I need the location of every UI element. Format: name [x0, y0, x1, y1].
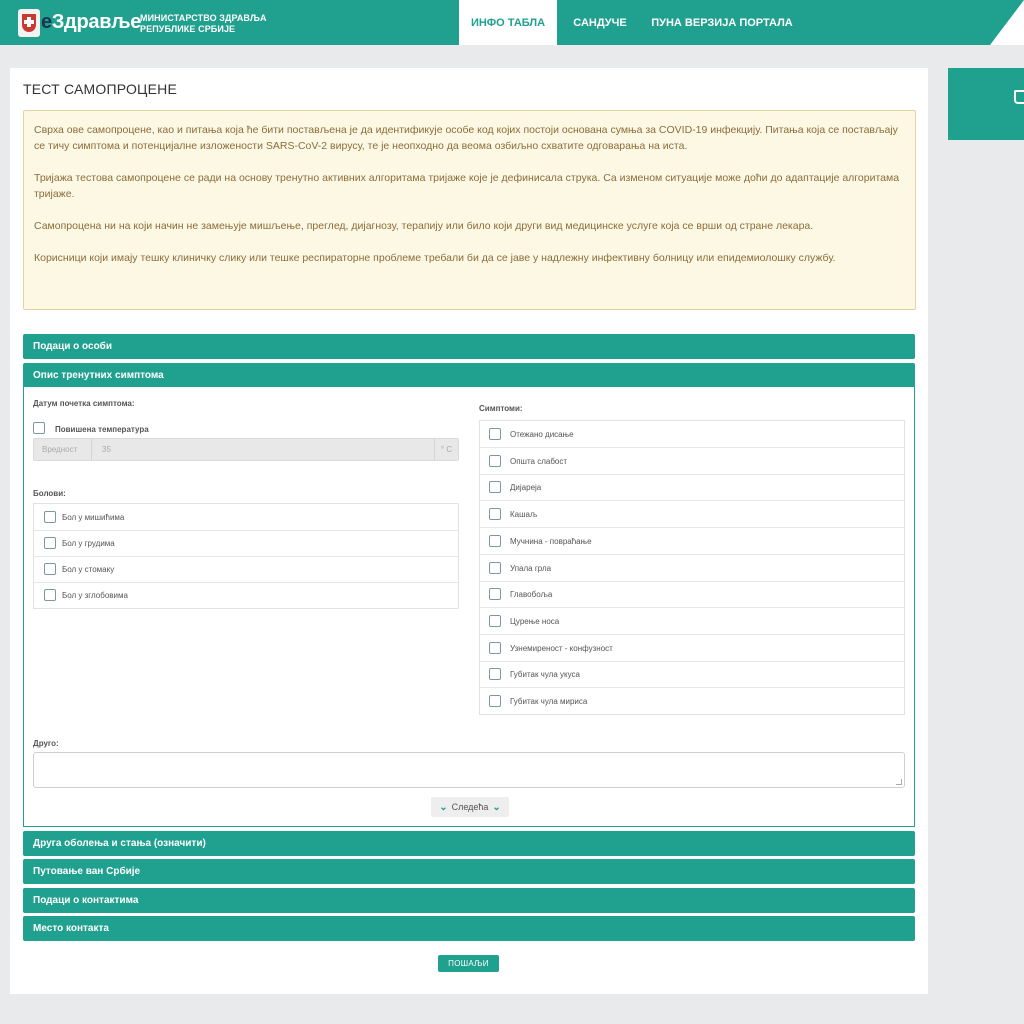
symptom-checkbox[interactable]: [489, 455, 501, 467]
list-item[interactable]: [480, 448, 904, 475]
section-travel[interactable]: Путовање ван Србије: [23, 859, 915, 884]
ministry-line-1: МИНИСТАРСТВО ЗДРАВЉА: [140, 13, 267, 23]
symptom-label: Узнемиреност - конфузност: [510, 643, 613, 653]
pain-label: Бол у грудима: [62, 539, 115, 548]
info-alert: [23, 110, 916, 310]
symptoms-list: [479, 420, 905, 715]
list-item[interactable]: [34, 530, 458, 557]
symptoms-label: Симптоми:: [479, 404, 523, 413]
symptom-checkbox[interactable]: [489, 642, 501, 654]
info-paragraph: Самопроцена ни на који начин не замењује мишљење, преглед, дијагнозу, терапију или било који други вид медицинске услуге која се врши од стране лекара.: [34, 220, 814, 232]
list-item[interactable]: [480, 688, 904, 715]
nav-info-board[interactable]: ИНФО ТАБЛА: [459, 0, 557, 45]
pain-checkbox[interactable]: [44, 511, 56, 523]
pain-checkbox[interactable]: [44, 537, 56, 549]
symptom-label: Главобоља: [510, 590, 553, 600]
symptom-checkbox[interactable]: [489, 562, 501, 574]
list-item[interactable]: [480, 555, 904, 582]
symptom-label: Упала грла: [510, 563, 552, 573]
pains-list: [33, 503, 459, 609]
symptom-label: Кашаљ: [510, 510, 538, 520]
coat-of-arms-logo[interactable]: [18, 9, 40, 37]
list-item[interactable]: [480, 421, 904, 448]
info-paragraph: Сврха ове самопроцене, као и питања која ће бити постављена је да идентификује особе код којих постоји основана сумња за COVID-19 инфекцију. Питања која се постављају се тичу симптома и потенцијалне изложености SARS-CoV-2 вирусу, те је неопходно да веома озбиљно схватите одговарања на иста.: [34, 124, 898, 152]
symptom-checkbox[interactable]: [489, 428, 501, 440]
list-item[interactable]: [480, 661, 904, 688]
symptom-checkbox[interactable]: [489, 508, 501, 520]
temperature-input[interactable]: 35: [102, 445, 111, 454]
chevron-down-icon: ⌄: [492, 801, 501, 813]
next-button[interactable]: [431, 797, 509, 817]
list-item[interactable]: [480, 635, 904, 662]
list-item[interactable]: [34, 556, 458, 583]
section-other-diseases[interactable]: Друга оболења и стања (означити): [23, 831, 915, 856]
temperature-unit: ° C: [434, 439, 458, 460]
symptom-checkbox[interactable]: [489, 695, 501, 707]
submit-button[interactable]: ПОШАЉИ: [438, 955, 499, 972]
ministry-line-2: РЕПУБЛИКЕ СРБИЈЕ: [140, 24, 236, 34]
info-paragraph: Тријажа тестова самопроцене се ради на основу тренутно активних алгоритама тријаже које је дефинисала струка. Са изменом ситуације може доћи до адаптације алгоритама тријаже.: [34, 172, 900, 200]
ministry-name: [140, 13, 267, 35]
section-person-data[interactable]: Подаци о особи: [23, 334, 915, 359]
fever-label: Повишена температура: [55, 425, 149, 434]
symptom-label: Цурење носа: [510, 616, 560, 626]
brand-e: e: [41, 11, 52, 33]
list-item[interactable]: [480, 474, 904, 501]
list-item[interactable]: [480, 581, 904, 608]
symptom-label: Мучнина - повраћање: [510, 536, 592, 546]
list-item[interactable]: [34, 504, 458, 531]
symptom-checkbox[interactable]: [489, 481, 501, 493]
section-contacts[interactable]: Подаци о контактима: [23, 888, 915, 913]
symptom-label: Губитак чула мириса: [510, 697, 588, 706]
brand-logo-text[interactable]: [41, 11, 141, 34]
symptom-checkbox[interactable]: [489, 588, 501, 600]
temperature-input-group: [33, 438, 459, 461]
section-current-symptoms[interactable]: Опис тренутних симптома: [23, 363, 915, 388]
info-paragraph: Корисници који имају тешку клиничку слику или тешке респираторне проблеме требали би да се јаве у надлежну инфективну болницу или епидемиолошку службу.: [34, 252, 836, 264]
pain-checkbox[interactable]: [44, 563, 56, 575]
pains-label: Болови:: [33, 489, 66, 498]
symptom-label: Губитак чула укуса: [510, 670, 580, 680]
symptom-label: Отежано дисање: [510, 430, 574, 439]
symptom-checkbox[interactable]: [489, 615, 501, 627]
pain-checkbox[interactable]: [44, 589, 56, 601]
list-item[interactable]: [480, 501, 904, 528]
list-item[interactable]: [34, 582, 458, 609]
pain-label: Бол у стомаку: [62, 565, 115, 574]
symptom-label: Дијареја: [510, 483, 542, 493]
symptom-checkbox[interactable]: [489, 668, 501, 680]
section-contact-place[interactable]: Место контакта: [23, 916, 915, 941]
list-item[interactable]: [480, 528, 904, 555]
brand-name: Здравље: [51, 11, 142, 33]
other-label: Друго:: [33, 739, 59, 748]
next-button-label: Следећа: [451, 802, 489, 812]
temperature-addon: Вредност: [34, 439, 92, 460]
side-widget[interactable]: [948, 68, 1024, 140]
nav-full-portal[interactable]: ПУНА ВЕРЗИЈА ПОРТАЛА: [651, 16, 793, 29]
symptom-checkbox[interactable]: [489, 535, 501, 547]
chevron-down-icon: ⌄: [439, 801, 448, 813]
list-item[interactable]: [480, 608, 904, 635]
pain-label: Бол у зглобовима: [62, 591, 128, 600]
pain-label: Бол у мишићима: [62, 513, 125, 522]
page-title: ТЕСТ САМОПРОЦЕНЕ: [23, 81, 177, 97]
onset-date-label: Датум почетка симптома:: [33, 399, 135, 408]
nav-inbox[interactable]: САНДУЧЕ: [573, 16, 627, 29]
basket-icon: [1014, 90, 1024, 104]
resize-handle-icon[interactable]: [896, 779, 902, 785]
symptom-label: Општа слабост: [510, 456, 568, 466]
fever-checkbox[interactable]: [33, 422, 45, 434]
other-textarea[interactable]: [33, 752, 905, 788]
